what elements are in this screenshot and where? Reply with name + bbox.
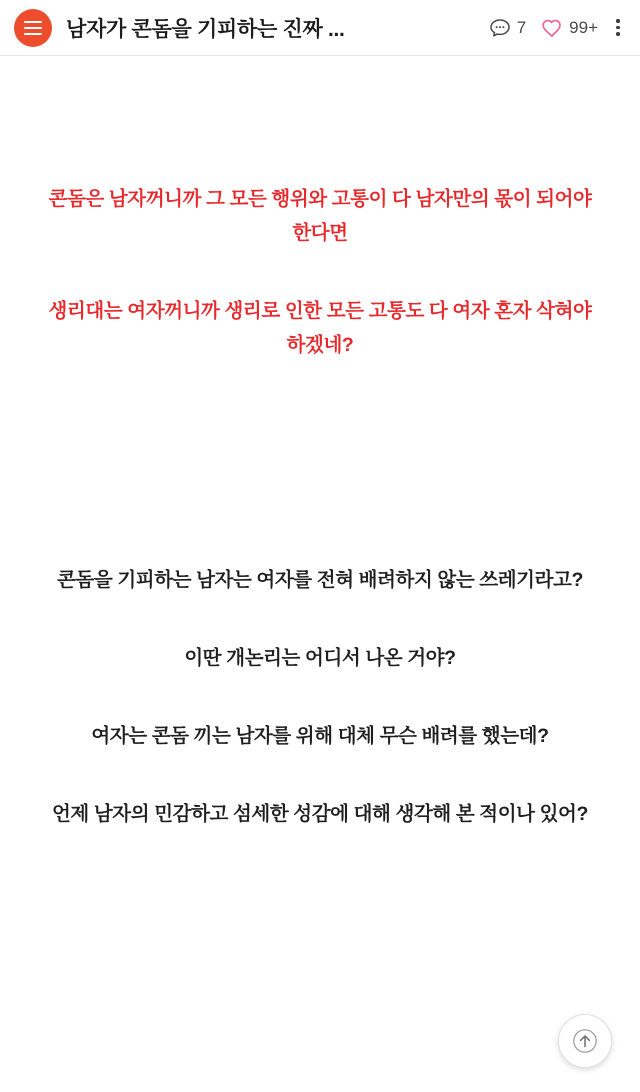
post-paragraph: 언제 남자의 민감하고 섬세한 성감에 대해 생각해 본 적이나 있어? [51,802,589,825]
kebab-menu-icon[interactable] [608,15,628,41]
kebab-dot-3 [616,32,620,36]
post-paragraph: 콘돔은 남자꺼니까 그 모든 행위와 고통이 다 남자만의 몫이 되어야 한다면 [48,188,592,245]
menu-bar-3 [24,33,42,35]
post-paragraph: 생리대는 여자꺼니까 생리로 인한 모든 고통도 다 여자 혼자 삭혀야 하겠네? [48,300,592,357]
hamburger-menu-icon[interactable] [14,9,52,47]
header-actions [482,15,628,41]
kebab-dot-1 [616,19,620,23]
paragraph-spacer [0,753,640,797]
post-paragraph: 이딴 개논리는 어디서 나온 거야? [184,646,456,669]
post-content [0,56,640,831]
section-spacer [0,363,640,563]
comment-count: 7 [516,17,527,37]
comment-icon [488,16,512,40]
comment-button[interactable] [482,16,532,40]
like-button[interactable] [534,16,604,40]
menu-bar-2 [24,27,42,29]
paragraph-spacer [0,675,640,719]
app-header [0,0,640,56]
arrow-up-icon [572,1028,598,1054]
post-paragraph: 여자는 콘돔 끼는 남자를 위해 대체 무슨 배려를 했는데? [91,724,549,747]
paragraph-spacer [0,597,640,641]
kebab-dot-2 [616,26,620,30]
scroll-to-top-button[interactable] [558,1014,612,1068]
heart-icon [540,16,564,40]
page-title: 남자가 콘돔을 기피하는 진짜 ... [66,17,345,41]
post-paragraph: 콘돔을 기피하는 남자는 여자를 전혀 배려하지 않는 쓰레기라고? [57,568,583,591]
paragraph-spacer [0,250,640,294]
content-top-spacer [0,56,640,182]
menu-bar-1 [24,21,42,23]
like-count: 99+ [569,17,598,37]
